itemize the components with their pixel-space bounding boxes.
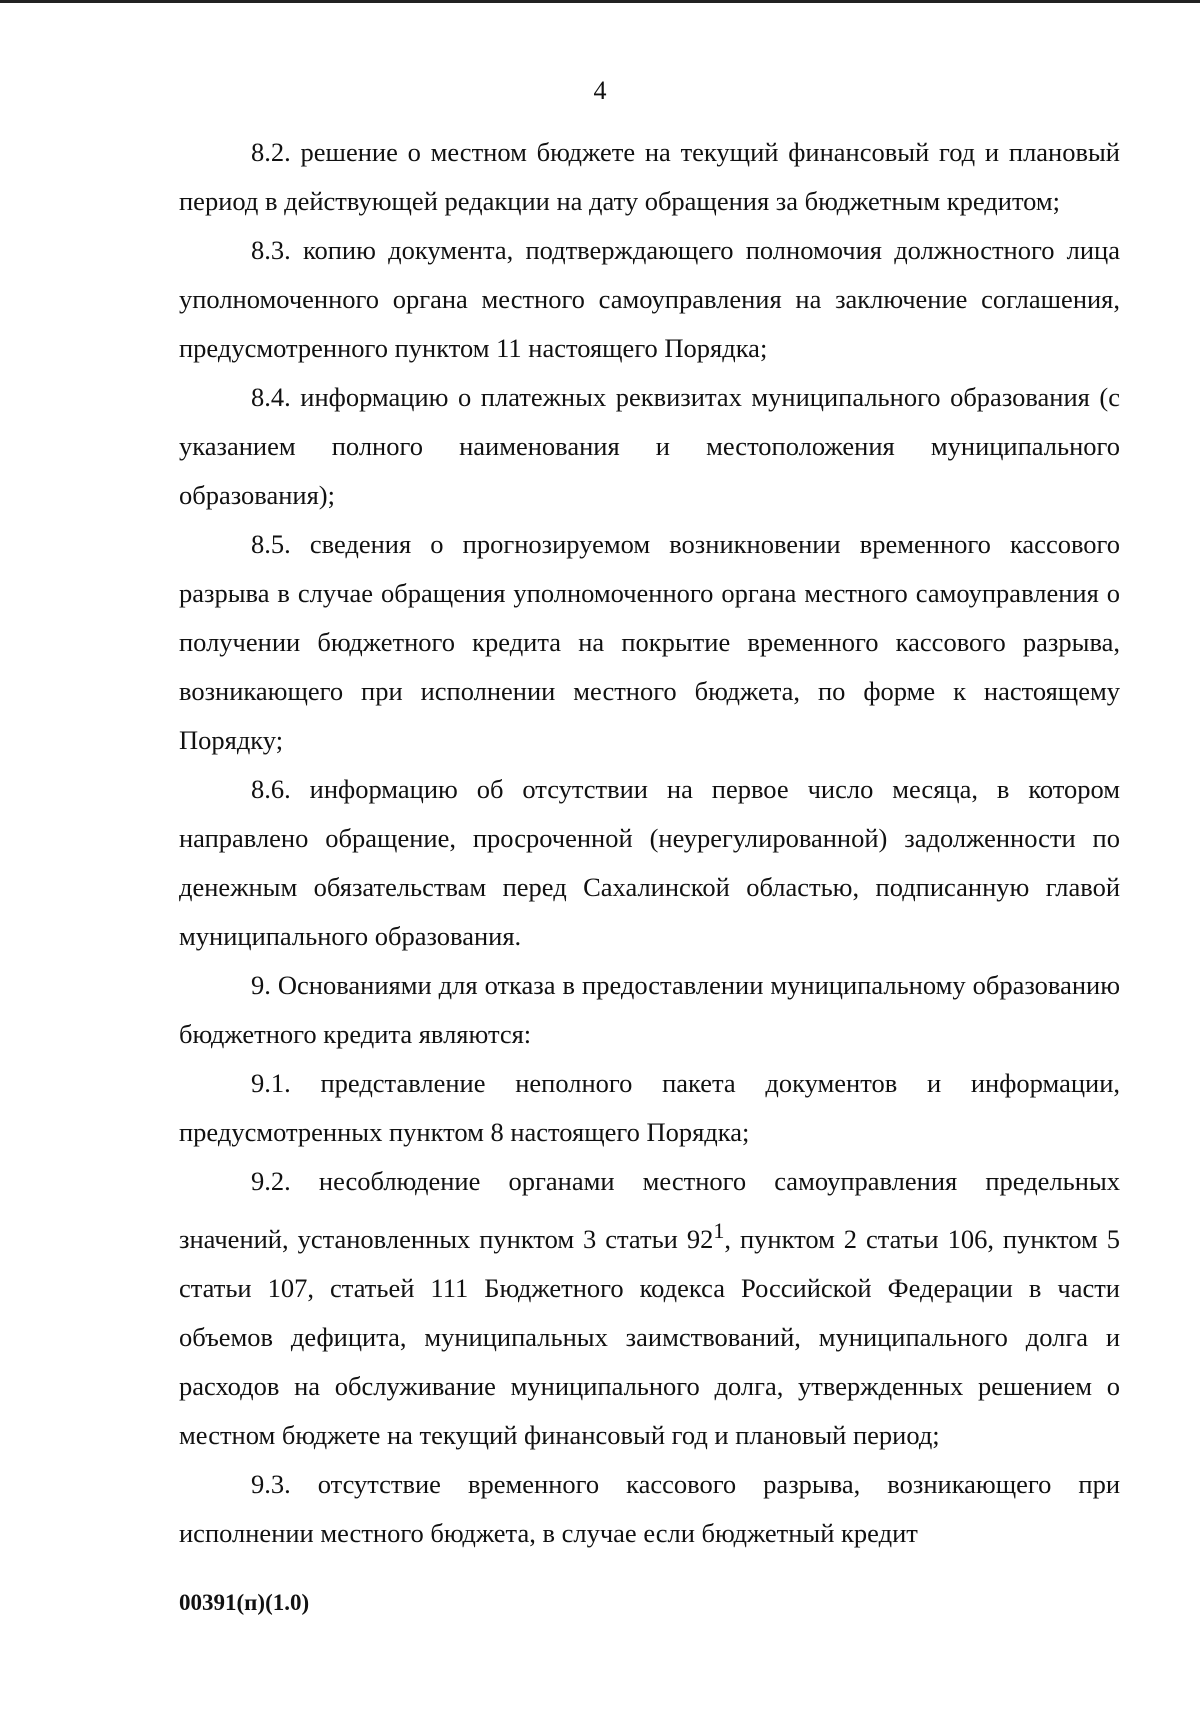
paragraph-8-6: 8.6. информацию об отсутствии на первое число месяца, в котором направлено обращение, просроченной (неурегулированной) задолженности по денежным обязательствам перед Сахалинской областью, подписанную главой муниципального образования. <box>179 774 1120 951</box>
paragraph-8-2: 8.2. решение о местном бюджете на текущий финансовый год и плановый период в действующей редакции на дату обращения за бюджетным кредитом; <box>179 137 1120 216</box>
paragraph-9-2-text-before: 9.2. несоблюдение органами местного самоуправления предельных значений, установленных пунктом 3 статьи 92 <box>179 1166 1120 1254</box>
paragraph-9-3: 9.3. отсутствие временного кассового разрыва, возникающего при исполнении местного бюджета, в случае если бюджетный кредит <box>179 1468 1120 1548</box>
paragraph-8-5: 8.5. сведения о прогнозируемом возникновении временного кассового разрыва в случае обращения уполномоченного органа местного самоуправления о получении бюджетного кредита на покрытие временного кассового разрыва, возникающего при исполнении местного бюджета, по форме к настоящему Порядку; <box>179 529 1120 755</box>
page-number: 4 <box>593 76 607 105</box>
document-code: 00391(п)(1.0) <box>179 1590 310 1615</box>
superscript-1: 1 <box>713 1218 725 1243</box>
document-body <box>179 128 1120 1558</box>
paragraph-9-1: 9.1. представление неполного пакета документов и информации, предусмотренных пунктом 8 настоящего Порядка; <box>179 1068 1120 1147</box>
paragraph-9-2 <box>179 1157 1120 1460</box>
top-border-line <box>0 0 1200 3</box>
paragraph-8-3: 8.3. копию документа, подтверждающего полномочия должностного лица уполномоченного органа местного самоуправления на заключение соглашения, предусмотренного пунктом 11 настоящего Порядка; <box>179 235 1120 363</box>
paragraph-9: 9. Основаниями для отказа в предоставлении муниципальному образованию бюджетного кредита являются: <box>179 970 1120 1049</box>
paragraph-8-4: 8.4. информацию о платежных реквизитах муниципального образования (с указанием полного наименования и местоположения муниципального образования); <box>179 382 1120 510</box>
paragraph-9-2-text-after: , пунктом 2 статьи 106, пунктом 5 статьи 107, статьей 111 Бюджетного кодекса Российской Федерации в части объемов дефицита, муниципальных заимствований, муниципального долга и расходов на обслуживание муниципального долга, утвержденных решением о местном бюджете на текущий финансовый год и плановый период; <box>179 1223 1120 1450</box>
